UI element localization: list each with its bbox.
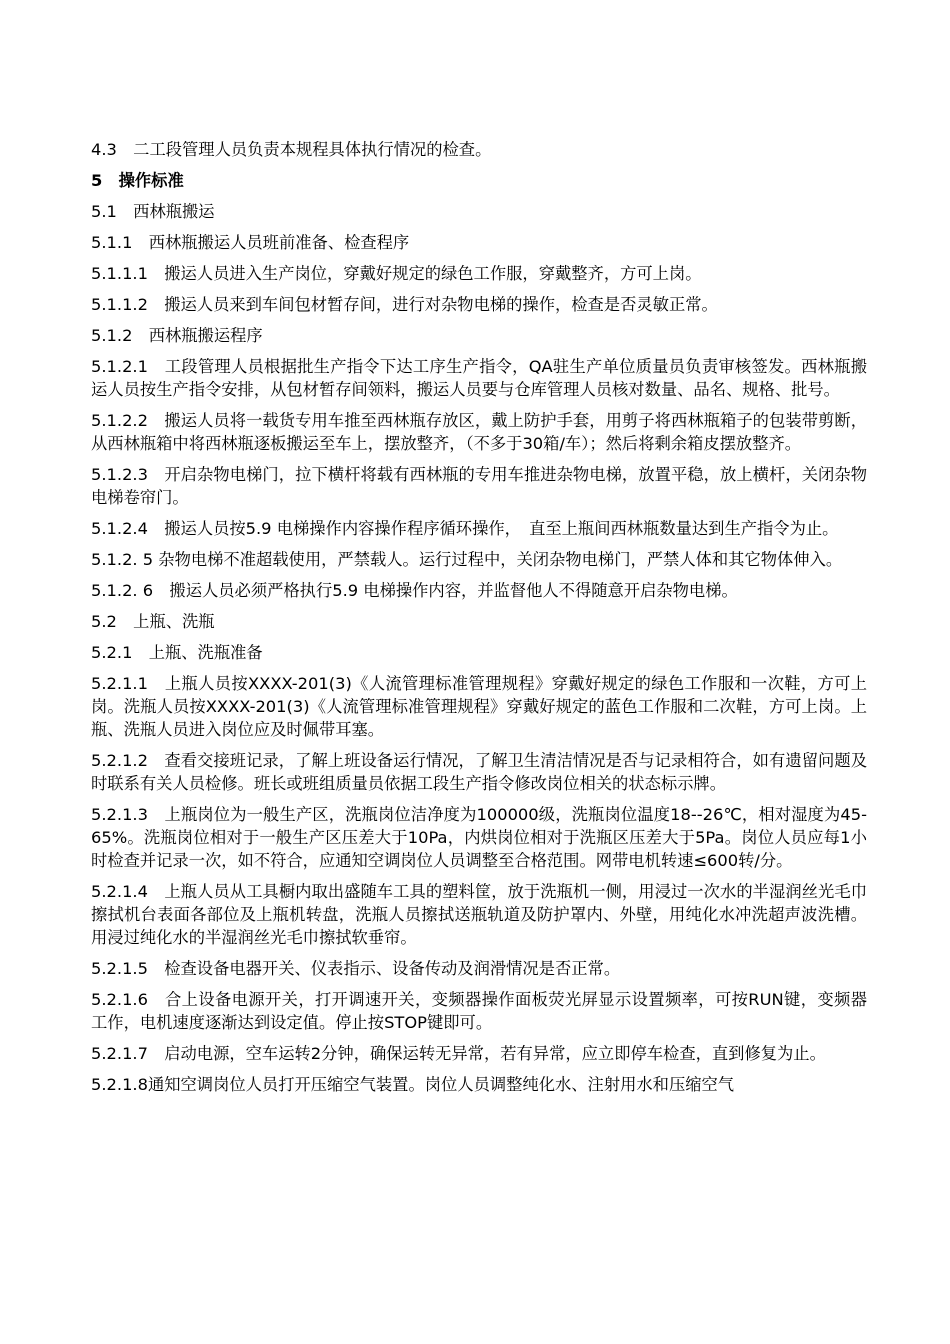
section-5-2-1-4: 5.2.1.4 上瓶人员从工具橱内取出盛随车工具的塑料筐，放于洗瓶机一侧，用浸过一次水的半湿润丝光毛巾擦拭机台表面各部位及上瓶机转盘，洗瓶人员擦拭送瓶轨道及防护罩内、外壁，用纯化水冲洗超声波洗槽。用浸过纯化水的半湿润丝光毛巾擦拭软垂帘。	[91, 882, 867, 947]
section-5-1-1: 5.1.1 西林瓶搬运人员班前准备、检查程序	[91, 233, 410, 252]
section-5-1: 5.1 西林瓶搬运	[91, 202, 215, 221]
section-5-2-1-5: 5.2.1.5 检查设备电器开关、仪表指示、设备传动及润滑情况是否正常。	[91, 959, 621, 978]
section-5-2-1-6: 5.2.1.6 合上设备电源开关，打开调速开关，变频器操作面板荧光屏显示设置频率，可按RUN键，变频器工作，电机速度逐渐达到设定值。停止按STOP键即可。	[91, 990, 867, 1032]
section-5-1-2-5: 5.1.2. 5 杂物电梯不准超载使用，严禁载人。运行过程中，关闭杂物电梯门，严禁人体和其它物体伸入。	[91, 550, 843, 569]
section-5-1-2-1: 5.1.2.1 工段管理人员根据批生产指令下达工序生产指令，QA驻生产单位质量员负责审核签发。西林瓶搬运人员按生产指令安排，从包材暂存间领料，搬运人员要与仓库管理人员核对数量、品名、规格、批号。	[91, 357, 867, 399]
section-5-1-2-6: 5.1.2. 6 搬运人员必须严格执行5.9 电梯操作内容，并监督他人不得随意开启杂物电梯。	[91, 581, 738, 600]
document-body	[91, 138, 867, 1104]
section-5-2-1-8: 5.2.1.8通知空调岗位人员打开压缩空气装置。岗位人员调整纯化水、注射用水和压缩空气	[91, 1075, 735, 1094]
section-5-1-1-2: 5.1.1.2 搬运人员来到车间包材暂存间，进行对杂物电梯的操作，检查是否灵敏正常。	[91, 295, 718, 314]
section-5-2-1-3: 5.2.1.3 上瓶岗位为一般生产区，洗瓶岗位洁净度为100000级，洗瓶岗位温度18--26℃，相对湿度为45-65%。洗瓶岗位相对于一般生产区压差大于10Pa，内烘岗位相对于洗瓶区压差大于5Pa。岗位人员应每1小时检查并记录一次，如不符合，应通知空调岗位人员调整至合格范围。网带电机转速≤600转/分。	[91, 805, 867, 870]
section-5-1-2-3: 5.1.2.3 开启杂物电梯门，拉下横杆将载有西林瓶的专用车推进杂物电梯，放置平稳，放上横杆，关闭杂物电梯卷帘门。	[91, 465, 867, 507]
section-4-3: 4.3 二工段管理人员负责本规程具体执行情况的检查。	[91, 140, 492, 159]
section-5-2-1-1: 5.2.1.1 上瓶人员按XXXX-201(3)《人流管理标准管理规程》穿戴好规定的绿色工作服和一次鞋，方可上岗。洗瓶人员按XXXX-201(3)《人流管理标准管理规程》穿戴好规定的蓝色工作服和二次鞋，方可上岗。上瓶、洗瓶人员进入岗位应及时佩带耳塞。	[91, 674, 867, 739]
section-5-2-1: 5.2.1 上瓶、洗瓶准备	[91, 643, 263, 662]
section-5-1-1-1: 5.1.1.1 搬运人员进入生产岗位，穿戴好规定的绿色工作服，穿戴整齐，方可上岗。	[91, 264, 702, 283]
section-5-2: 5.2 上瓶、洗瓶	[91, 612, 215, 631]
section-5-1-2-2: 5.1.2.2 搬运人员将一载货专用车推至西林瓶存放区，戴上防护手套，用剪子将西林瓶箱子的包装带剪断，从西林瓶箱中将西林瓶逐板搬运至车上，摆放整齐，（不多于30箱/车）；然后将剩余箱皮摆放整齐。	[91, 411, 867, 453]
section-5-1-2-4: 5.1.2.4 搬运人员按5.9 电梯操作内容操作程序循环操作， 直至上瓶间西林瓶数量达到生产指令为止。	[91, 519, 839, 538]
section-5-heading: 5 操作标准	[91, 171, 184, 190]
section-5-1-2: 5.1.2 西林瓶搬运程序	[91, 326, 263, 345]
section-5-2-1-7: 5.2.1.7 启动电源，空车运转2分钟，确保运转无异常，若有异常，应立即停车检查，直到修复为止。	[91, 1044, 826, 1063]
section-5-2-1-2: 5.2.1.2 查看交接班记录，了解上班设备运行情况，了解卫生清洁情况是否与记录相符合，如有遗留问题及时联系有关人员检修。班长或班组质量员依据工段生产指令修改岗位相关的状态标示牌。	[91, 751, 867, 793]
